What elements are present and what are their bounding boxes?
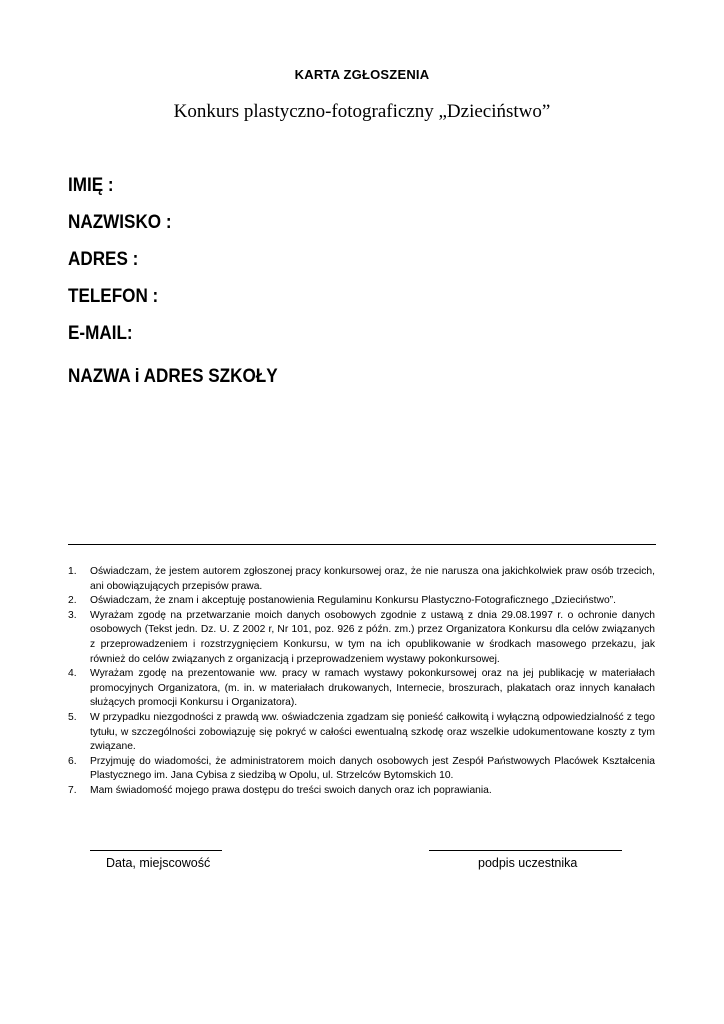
declaration-text: Oświadczam, że jestem autorem zgłoszonej pracy konkursowej oraz, że nie narusza ona jakichkolwiek praw osób trzecich, ani obowiązujących przepisów prawa. [90, 566, 655, 592]
declaration-text: Mam świadomość mojego prawa dostępu do treści swoich danych oraz ich poprawiania. [90, 784, 492, 796]
declaration-number: 6. [68, 755, 77, 767]
declaration-number: 5. [68, 711, 77, 723]
declaration-text: W przypadku niezgodności z prawdą ww. oświadczenia zgadzam się ponieść całkowitą i wyłączną odpowiedzialność z tego tytułu, w szczególności zobowiązuję się pokryć w całości ewentualną szkodę oraz wszelkie udokumentowane koszty z tym związane. [90, 711, 655, 753]
declaration-item [68, 565, 655, 594]
section-divider [68, 544, 656, 545]
address-label: ADRES : [68, 249, 139, 270]
first-name-label: IMIĘ : [68, 175, 114, 196]
declaration-text: Wyrażam zgodę na przetwarzanie moich danych osobowych zgodnie z ustawą z dnia 29.08.1997 r. o ochronie danych osobowych (Tekst jedn. Dz. U. Z 2002 r, Nr 101, poz. 926 z późn. zm.) przez Organizatora Konkursu dla celów związanych z przeprowadzeniem i rozstrzygnięciem Konkursu, w tym na ich opublikowanie w środkach masowego przekazu, jak również do celów związanych z organizacją i przeprowadzeniem wystawy pokonkursowej. [90, 609, 655, 665]
declaration-item [68, 755, 655, 784]
signature-label: podpis uczestnika [478, 856, 578, 870]
contest-subtitle: Konkurs plastyczno-fotograficzny „Dzieciństwo” [173, 101, 551, 122]
declaration-number: 4. [68, 668, 77, 680]
declaration-item [68, 594, 655, 609]
declaration-number: 7. [68, 784, 77, 796]
last-name-label: NAZWISKO : [68, 212, 172, 233]
date-place-line [90, 850, 222, 851]
declaration-item [68, 784, 655, 799]
form-title: KARTA ZGŁOSZENIA [294, 67, 430, 82]
declaration-item [68, 711, 655, 755]
declaration-number: 3. [68, 609, 77, 621]
phone-label: TELEFON : [68, 286, 159, 307]
declaration-text: Przyjmuję do wiadomości, że administratorem moich danych osobowych jest Zespół Państwowych Placówek Kształcenia Plastycznego im. Jana Cybisa z siedzibą w Opolu, ul. Strzelców Bytomskich 10. [90, 755, 655, 782]
signature-line [429, 850, 622, 851]
declarations-list [68, 565, 655, 799]
declaration-item [68, 609, 655, 667]
date-place-label: Data, miejscowość [106, 856, 211, 870]
declaration-text: Oświadczam, że znam i akceptuję postanowienia Regulaminu Konkursu Plastyczno-Fotograficznego „Dzieciństwo”. [90, 595, 616, 607]
email-label: E-MAIL: [68, 323, 133, 344]
school-name-address-label: NAZWA i ADRES SZKOŁY [68, 366, 278, 387]
declaration-item [68, 667, 655, 711]
declaration-text: Wyrażam zgodę na prezentowanie ww. pracy w ramach wystawy pokonkursowej oraz na jej publikację w materiałach promocyjnych Organizatora, (m. in. w materiałach drukowanych, Internecie, broszurach, plakatach oraz innych kanałach służących promocji Konkursu i Organizatora). [90, 668, 655, 709]
declaration-number: 1. [68, 566, 77, 577]
declaration-number: 2. [68, 595, 77, 607]
